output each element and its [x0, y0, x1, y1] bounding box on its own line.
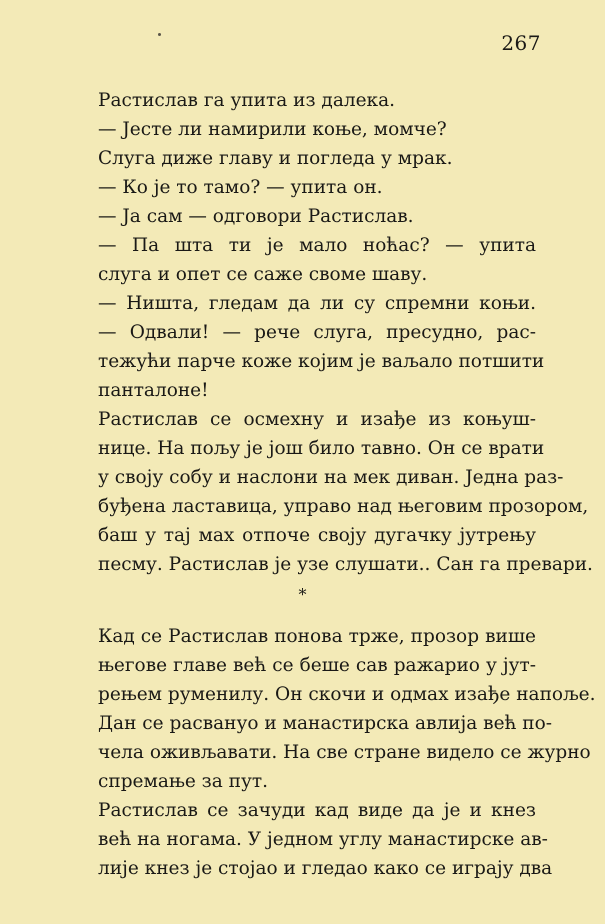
text-line: спремање за пут. — [98, 771, 268, 792]
text-line: Растислав се осмехну и изађе из коњуш- — [98, 409, 536, 430]
text-line: панталоне! — [98, 380, 209, 401]
text-line: чела оживљавати. На све стране видело се журно — [98, 742, 591, 763]
text-line: Кад се Растислав понова трже, прозор више — [98, 626, 536, 647]
text-line: — Ништа, гледам да ли су спремни коњи. — [98, 293, 536, 314]
text-line: буђена ластавица, управо над његовим прозором, — [98, 496, 589, 517]
text-block-top — [98, 86, 593, 579]
text-line: песму. Растислав је узе слушати.. Сан га превари. — [98, 554, 593, 575]
text-line: тежући парче коже којим је ваљало потшити — [98, 351, 545, 372]
text-line: у своју собу и наслони на мек диван. Једна раз- — [98, 467, 564, 488]
text-line: већ на ногама. У једном углу манастирске ав- — [98, 829, 548, 850]
text-line: рењем руменилу. Он скочи и одмах изађе напоље. — [98, 684, 596, 705]
text-line: — Одвали! — рече слуга, пресудно, рас- — [98, 322, 536, 343]
text-line: његове главе већ се беше сав ражарио у јут- — [98, 655, 536, 676]
text-line: Растислав га упита из далека. — [98, 90, 396, 111]
text-line: Дан се расвануо и манастирска авлија већ по- — [98, 713, 553, 734]
text-line: — Ја сам — одговори Растислав. — [98, 206, 414, 227]
text-line: баш у тај мах отпоче своју дугачку јутрењу — [98, 525, 536, 546]
text-line: слуга и опет се саже своме шаву. — [98, 264, 428, 285]
text-line: — Па шта ти је мало ноћас? — упита — [98, 235, 536, 256]
text-line: Растислав се зачуди кад виде да је и кнез — [98, 800, 536, 821]
text-line: нице. На пољу је још било тавно. Он се врати — [98, 438, 545, 459]
text-line: Слуга диже главу и погледа у мрак. — [98, 148, 453, 169]
text-block-bottom — [98, 622, 596, 883]
page-number: 267 — [501, 31, 541, 55]
text-line: лије кнез је стојао и гледао како се играју два — [98, 858, 553, 879]
print-speck — [158, 33, 161, 36]
text-line: — Ко је то тамо? — упита он. — [98, 177, 383, 198]
text-line: — Јесте ли намирили коње, момче? — [98, 119, 447, 140]
section-separator: * — [298, 585, 307, 604]
